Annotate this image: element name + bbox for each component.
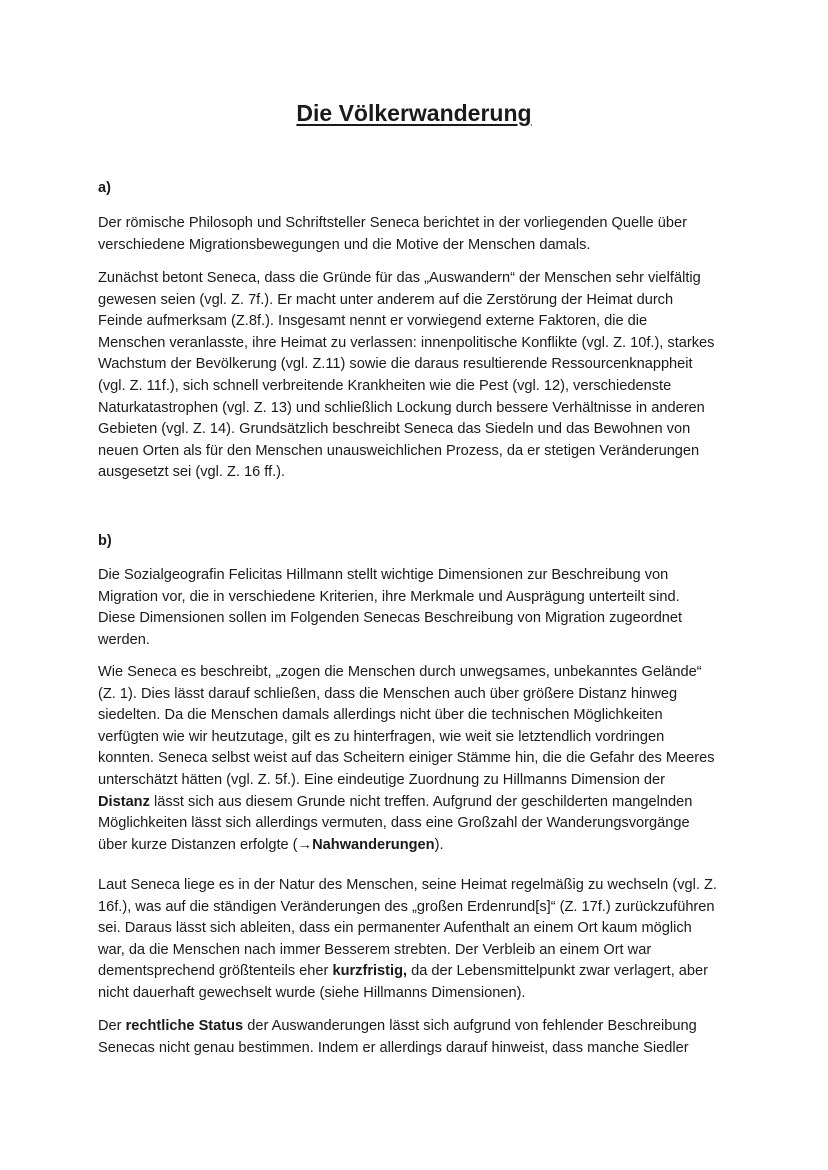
text-run: Wie Seneca es beschreibt, „zogen die Menschen durch unwegsames, unbekanntes Gelände“ (Z. 1). Dies lässt darauf schließen, dass die Menschen auch über größere Distanz hinweg siedelten. Da die Menschen damals allerdings nicht über die technischen Möglichkeiten verfügten wie wir heutzutage, gilt es zu hinterfragen, wie weit sie letztendlich vordringen konnten. Seneca selbst weist auf das Scheitern einiger Stämme hin, die die Gefahr des Meeres unterschätzt hätten (vgl. Z. 5f.). Eine eindeutige Zuordnung zu Hillmanns Dimension der bbox=[98, 664, 715, 788]
section-b-paragraph-4 bbox=[98, 1016, 718, 1059]
page-title: Die Völkerwanderung bbox=[296, 100, 532, 126]
text-run: der Auswanderungen lässt sich aufgrund von fehlender Beschreibung Senecas nicht genau bestimmen. Indem er allerdings darauf hinweist, dass manche Siedler bbox=[98, 1018, 697, 1056]
text-run: Laut Seneca liege es in der Natur des Menschen, seine Heimat regelmäßig zu wechseln (vgl. Z. 16f.), was auf die ständigen Veränderungen des „großen Erdenrund[s]“ (Z. 17f.) zurückzuführen sei. Daraus lässt sich ableiten, dass ein permanenter Aufenthalt an einem Ort kaum möglich war, da die Menschen nach immer Besserem strebten. Der Verbleib an einem Ort war dementsprechend größtenteils eher bbox=[98, 877, 717, 980]
text-run: ). bbox=[434, 836, 444, 853]
section-b-paragraph-2 bbox=[98, 662, 718, 856]
text-run: Der bbox=[98, 1018, 126, 1034]
text-run: da der Lebensmittelpunkt zwar verlagert, aber nicht dauerhaft gewechselt wurde (siehe Hillmanns Dimensionen). bbox=[98, 963, 709, 1001]
section-b-paragraph-3 bbox=[98, 875, 718, 1005]
section-a-paragraph-2: Zunächst betont Seneca, dass die Gründe für das „Auswandern“ der Menschen sehr vielfältig gewesen seien (vgl. Z. 7f.). Er macht unter anderem auf die Zerstörung der Heimat durch Feinde aufmerksam (Z.8f.). Insgesamt nennt er vorwiegend externe Faktoren, die die Menschen veranlasste, ihre Heimat zu verlassen: innenpolitische Konflikte (vgl. Z. 10f.), starkes Wachstum der Bevölkerung (vgl. Z.11) sowie die daraus resultierende Ressourcenknappheit (vgl. Z. 11f.), sich schnell verbreitende Krankheiten wie die Pest (vgl. 12), verschiedenste Naturkatastrophen (vgl. Z. 13) und schließlich Lockung durch bessere Verhältnisse in anderen Gebieten (vgl. Z. 14). Grundsätzlich beschreibt Seneca das Siedeln und das Bewohnen von neuen Orten als für den Menschen unausweichlichen Prozess, da er stetigen Veränderungen ausgesetzt sei (vgl. Z. 16 ff.). bbox=[98, 270, 715, 481]
section-b-paragraph-1: Die Sozialgeografin Felicitas Hillmann stellt wichtige Dimensionen zur Beschreibung von Migration vor, die in verschiedene Kriterien, ihre Merkmale und Ausprägung unterteilt sind. Diese Dimensionen sollen im Folgenden Senecas Beschreibung von Migration zugeordnet werden. bbox=[98, 567, 683, 648]
section-a-label: a) bbox=[98, 180, 111, 196]
section-b-label: b) bbox=[98, 533, 112, 549]
arrow-icon: → bbox=[297, 836, 313, 853]
section-a-paragraph-1: Der römische Philosoph und Schriftsteller Seneca berichtet in der vorliegenden Quelle über verschiedene Migrationsbewegungen und die Motive der Menschen damals. bbox=[98, 215, 687, 253]
bold-term-kurzfristig: kurzfristig, bbox=[332, 963, 408, 980]
text-run: lässt sich aus diesem Grunde nicht treffen. Aufgrund der geschilderten mangelnden Möglichkeiten lässt sich allerdings vermuten, dass eine Großzahl der Wanderungsvorgänge über kurze Distanzen erfolgte ( bbox=[98, 793, 693, 853]
bold-term-nahwanderungen: Nahwanderungen bbox=[312, 836, 435, 853]
bold-term-distanz: Distanz bbox=[98, 793, 150, 810]
bold-term-rechtlicher-status: rechtliche Status bbox=[125, 1018, 244, 1034]
